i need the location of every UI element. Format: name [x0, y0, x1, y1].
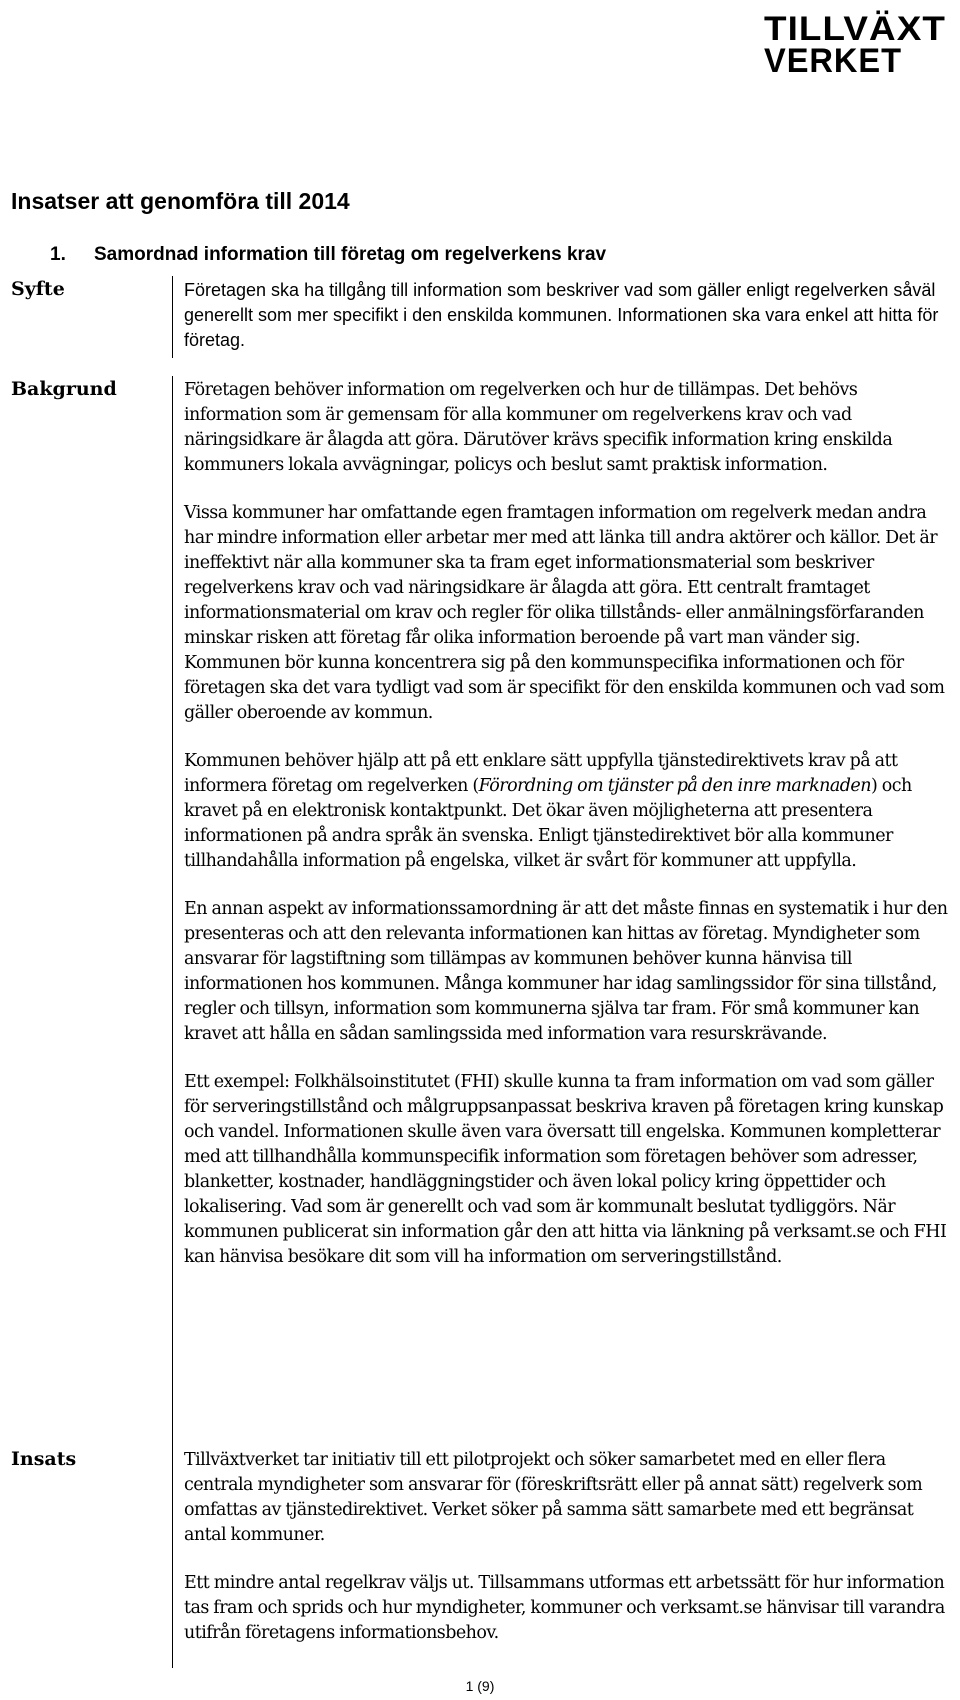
page-heading: Insatser att genomföra till 2014 [11, 188, 350, 214]
bakgrund-p3-start: Kommunen behöver hjälp att på ett enklare sätt uppfylla tjänstedirektivets krav på att informera företag om regelverken ( [184, 751, 898, 796]
logo-line2: VERKET [764, 42, 902, 76]
insats-text [184, 1448, 950, 1646]
tillvaxtverket-logo [760, 6, 950, 76]
label-syfte: Syfte [11, 278, 65, 300]
syfte-paragraph: Företagen ska ha tillgång till information som beskriver vad som gäller enligt regelverken såväl generellt som mer specifikt i den enskilda kommunen. Informationen ska vara enkel att hitta för företag. [184, 280, 939, 350]
insats-paragraph-1: Tillväxtverket tar initiativ till ett pilotprojekt och söker samarbetet med en eller flera centrala myndigheter som ansvarar för (föreskriftsrätt eller på annat sätt) regelverk som omfattas av tjänstedirektivet. Verket söker på samma sätt samarbete med ett begränsat antal kommuner. [184, 1450, 923, 1545]
tillvaxtverket-logo-icon [760, 6, 950, 76]
column-divider-bakgrund [172, 376, 173, 1424]
bakgrund-p3-end: ) och kravet på en elektronisk kontaktpunkt. Det ökar även möjligheterna att presentera informationen på andra språk än svenska. Enligt tjänstedirektivet bör alla kommuner tillhandahålla information på engelska, vilket är svårt för kommuner att uppfylla. [184, 776, 912, 871]
section-heading [50, 244, 606, 266]
column-divider-syfte [172, 276, 173, 358]
bakgrund-text [184, 378, 950, 1270]
bakgrund-paragraph-5: Ett exempel: Folkhälsoinstitutet (FHI) skulle kunna ta fram information om vad som gäller för serveringstillstånd och målgruppsanpassat beskriva kraven på företagen kring kunskap och vandel. Informationen skulle även vara översatt till engelska. Kommunen kompletterar med att tillhandhålla kommunspecifik information som företagen behöver som adresser, blanketter, kostnader, handläggningstider och även lokal policy kring öppettider och lokalisering. Vad som är generellt och vad som är kommunalt beslutat tydliggörs. När kommunen publicerat sin information går den att hitta via länkning på verksamt.se och FHI kan hänvisa besökare dit som vill ha information om serveringstillstånd. [184, 1072, 947, 1267]
page-number: 1 (9) [465, 1678, 495, 1694]
bakgrund-paragraph-2: Vissa kommuner har omfattande egen framtagen information om regelverk medan andra har mindre information eller arbetar mer med att länka till andra aktörer och källor. Det är ineffektivt när alla kommuner ska ta fram eget informationsmaterial som beskriver regelverkens krav och vad näringsidkare är ålagda att göra. Ett centralt framtaget informationsmaterial om krav och regler för olika tillstånds- eller anmälningsförfaranden minskar risken att företag får olika information beroende på vart man vänder sig. Kommunen bör kunna koncentrera sig på den kommunspecifika informationen och för företagen ska det vara tydligt vad som är specifikt för den enskilda kommunen och vad som gäller oberoende av kommun. [184, 503, 945, 723]
logo-line1: TILLVÄXT [764, 10, 946, 48]
insats-paragraph-2: Ett mindre antal regelkrav väljs ut. Tillsammans utformas ett arbetssätt för hur information tas fram och sprids och hur myndigheter, kommuner och verksamt.se hänvisar till varandra utifrån företagens informationsbehov. [184, 1573, 945, 1643]
column-divider-insats [172, 1424, 173, 1668]
section-title: Samordnad information till företag om regelverkens krav [94, 244, 607, 265]
bakgrund-paragraph-1: Företagen behöver information om regelverken och hur de tillämpas. Det behövs information som är gemensam för alla kommuner om regelverkens krav och vad näringsidkare är ålagda att göra. Därutöver krävs specifik information kring enskilda kommuners lokala avvägningar, policys och beslut samt praktisk information. [184, 380, 893, 475]
section-number: 1. [50, 244, 66, 265]
label-insats: Insats [11, 1448, 77, 1470]
label-bakgrund: Bakgrund [11, 378, 117, 400]
bakgrund-paragraph-4: En annan aspekt av informationssamordning är att det måste finnas en systematik i hur den presenteras och att den relevanta informationen kan hittas av företag. Myndigheter som ansvarar för lagstiftning som tillämpas av kommunen behöver kunna hänvisa till informationen hos kommunen. Många kommuner har idag samlingssidor för sina tillstånd, regler och tillsyn, information som kommunerna själva tar fram. För små kommuner kan kravet att hålla en sådan samlingssida med information vara resurskrävande. [184, 899, 948, 1044]
bakgrund-paragraph-3 [184, 749, 950, 874]
syfte-text [184, 278, 950, 353]
bakgrund-p3-italic: Förordning om tjänster på den inre marknaden [478, 776, 871, 796]
